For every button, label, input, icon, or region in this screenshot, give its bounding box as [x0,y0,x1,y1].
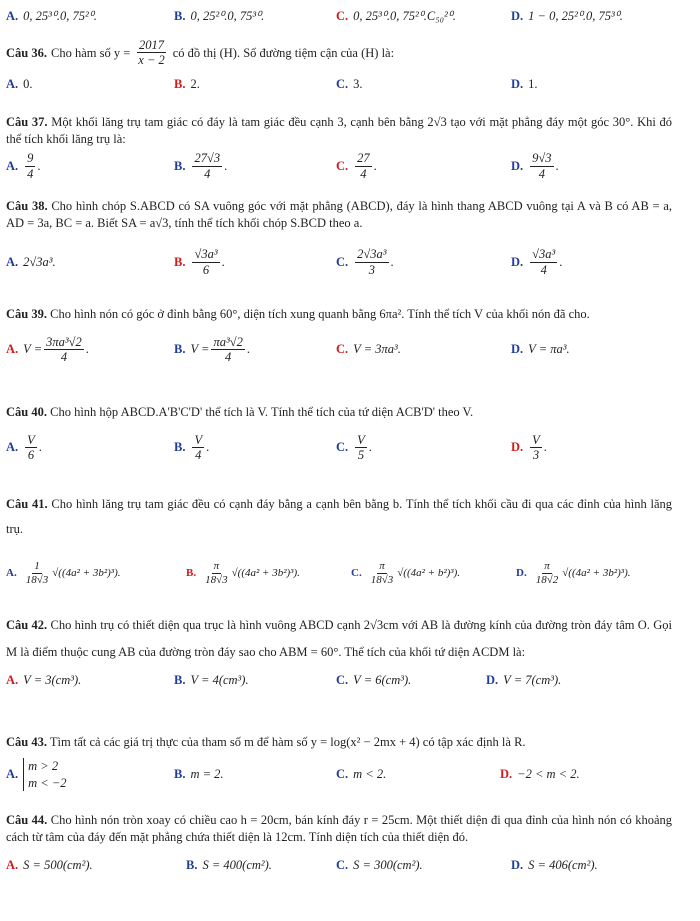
question-stem: Câu 41. Cho hình lăng trụ tam giác đều có cạnh đáy bằng a cạnh bên bằng b. Tính thể tích khối cầu đi qua các đỉnh của hình lăng trụ. [6,497,672,536]
question-stem: Câu 40. Cho hình hộp ABCD.A'B'C'D' thể tích là V. Tính thể tích của tứ diện ACB'D' theo V. [6,405,474,419]
question-36 [6,38,672,96]
option-a: A. m > 2 m < −2 [6,759,67,790]
option-a: A. 0, 25³⁰.0, 75²⁰. [6,8,97,23]
option-d: D. −2 < m < 2. [500,767,580,782]
option-b: B. m = 2. [174,767,224,782]
option-c: C. m < 2. [336,767,387,782]
option-b: B. 0, 25²⁰.0, 75³⁰. [174,8,265,23]
question-42 [6,612,672,692]
option-c: C. $\frac{V}{5}$ . [336,432,372,462]
question-44 [6,812,672,877]
option-c: C. S = 300(cm²). [336,857,423,872]
option-b: B. V = 4(cm³). [174,672,249,687]
question-stem: Câu 44. Cho hình nón tròn xoay có chiều cao h = 20cm, bán kính đáy r = 25cm. Một thiết diện đi qua đỉnh của hình nón có khoảng cách từ tâm của đáy đến mặt phẳng chứa thiết diện là 12cm. Tính diện tích của thiết diện đó. [6,813,672,844]
question-41 [6,492,672,592]
question-35-options [6,4,672,28]
option-d: D. $\frac{V}{3}$ . [511,432,547,462]
question-39 [6,306,672,369]
option-c: C. 3. [336,76,363,91]
question-stem: Câu 43. Tìm tất cả các giá trị thực của tham số m để hàm số y = log(x² − 2mx + 4) có tập xác định là R. [6,735,526,749]
question-38 [6,198,672,281]
option-d: D. $\frac{9√3}{4}$ . [511,151,559,181]
option-b: B. V = $\frac{\text{πa³√2}}{4}$ . [174,334,250,364]
option-b: B. $\frac{27√3}{4}$ . [174,151,228,181]
option-a: A. $\frac{1}{18√3}$ √((4a² + 3b²)³). [6,559,121,586]
option-d: D. $\frac{\text{√3a³}}{4}$ . [511,247,563,277]
option-d: D. $\frac{\pi}{18√2}$ √((4a² + 3b²)³). [516,559,631,586]
question-stem: Câu 37. Một khối lăng trụ tam giác có đáy là tam giác đều cạnh 3, cạnh bên bằng 2√3 tạo với mặt phẳng đáy một góc 30°. Khi đó thể tích khối lăng trụ là: [6,115,673,146]
option-c: C. V = 6(cm³). [336,672,412,687]
option-a: A. $\frac{V}{6}$ . [6,432,42,462]
option-a: A. V = $\frac{\text{3πa³√2}}{4}$ . [6,334,89,364]
question-stem: Câu 38. Cho hình chóp S.ABCD có SA vuông góc với mặt phẳng (ABCD), đáy là hình thang ABCD vuông tại A và B có AB = a, AD = 3a, BC = a. Biết SA = a√3, tính thể tích khối chóp S.BCD theo a. [6,199,672,230]
option-d: D. 1. [511,76,538,91]
question-37 [6,114,672,183]
option-a: A. S = 500(cm²). [6,857,93,872]
question-43 [6,734,672,795]
option-a: A. 2√3a³. [6,254,56,269]
option-b: B. S = 400(cm²). [186,857,272,872]
option-c: C. 0, 25³⁰.0, 75²⁰.C₅₀²⁰. [336,8,456,23]
option-d: D. S = 406(cm²). [511,857,598,872]
option-a: A. $\frac{9}{4}$ . [6,151,41,181]
option-b: B. 2. [174,76,200,91]
question-40 [6,404,672,467]
case-bracket: m > 2 m < −2 [23,758,66,791]
option-b: B. $\frac{V}{4}$ . [174,432,210,462]
option-c: C. $\frac{\pi}{18√3}$ √((4a² + b²)³). [351,559,461,586]
question-stem: Câu 39. Cho hình nón có góc ở đỉnh bằng 60°, diện tích xung quanh bằng 6πa². Tính thể tích V của khối nón đã cho. [6,307,590,321]
question-stem: Câu 36. Cho hàm số y = $\frac{2017}{x - 2}$ có đồ thị (H). Số đường tiệm cận của (H) là: [6,38,395,68]
question-stem: Câu 42. Cho hình trụ có thiết diện qua trục là hình vuông ABCD cạnh 2√3cm với AB là đường kính của đường tròn đáy tâm O. Gọi M là điểm thuộc cung AB của đường tròn đáy sao cho ABM = 60°. Thể tích của khối tứ diện ACDM là: [6,618,673,659]
option-b: B. $\frac{\pi}{18√3}$ √((4a² + 3b²)³). [186,559,300,586]
option-b: B. $\frac{\text{√3a³}}{6}$ . [174,247,225,277]
option-c: C. $\frac{27}{4}$ . [336,151,377,181]
option-d: D. V = 7(cm³). [486,672,562,687]
option-a: A. 0. [6,76,33,91]
option-c: C. $\frac{\text{2√3a³}}{3}$ . [336,247,394,277]
option-d: D. V = πa³. [511,342,570,357]
option-d: D. 1 − 0, 25²⁰.0, 75³⁰. [511,8,623,23]
option-c: C. V = 3πa³. [336,342,401,357]
option-a: A. V = 3(cm³). [6,672,82,687]
